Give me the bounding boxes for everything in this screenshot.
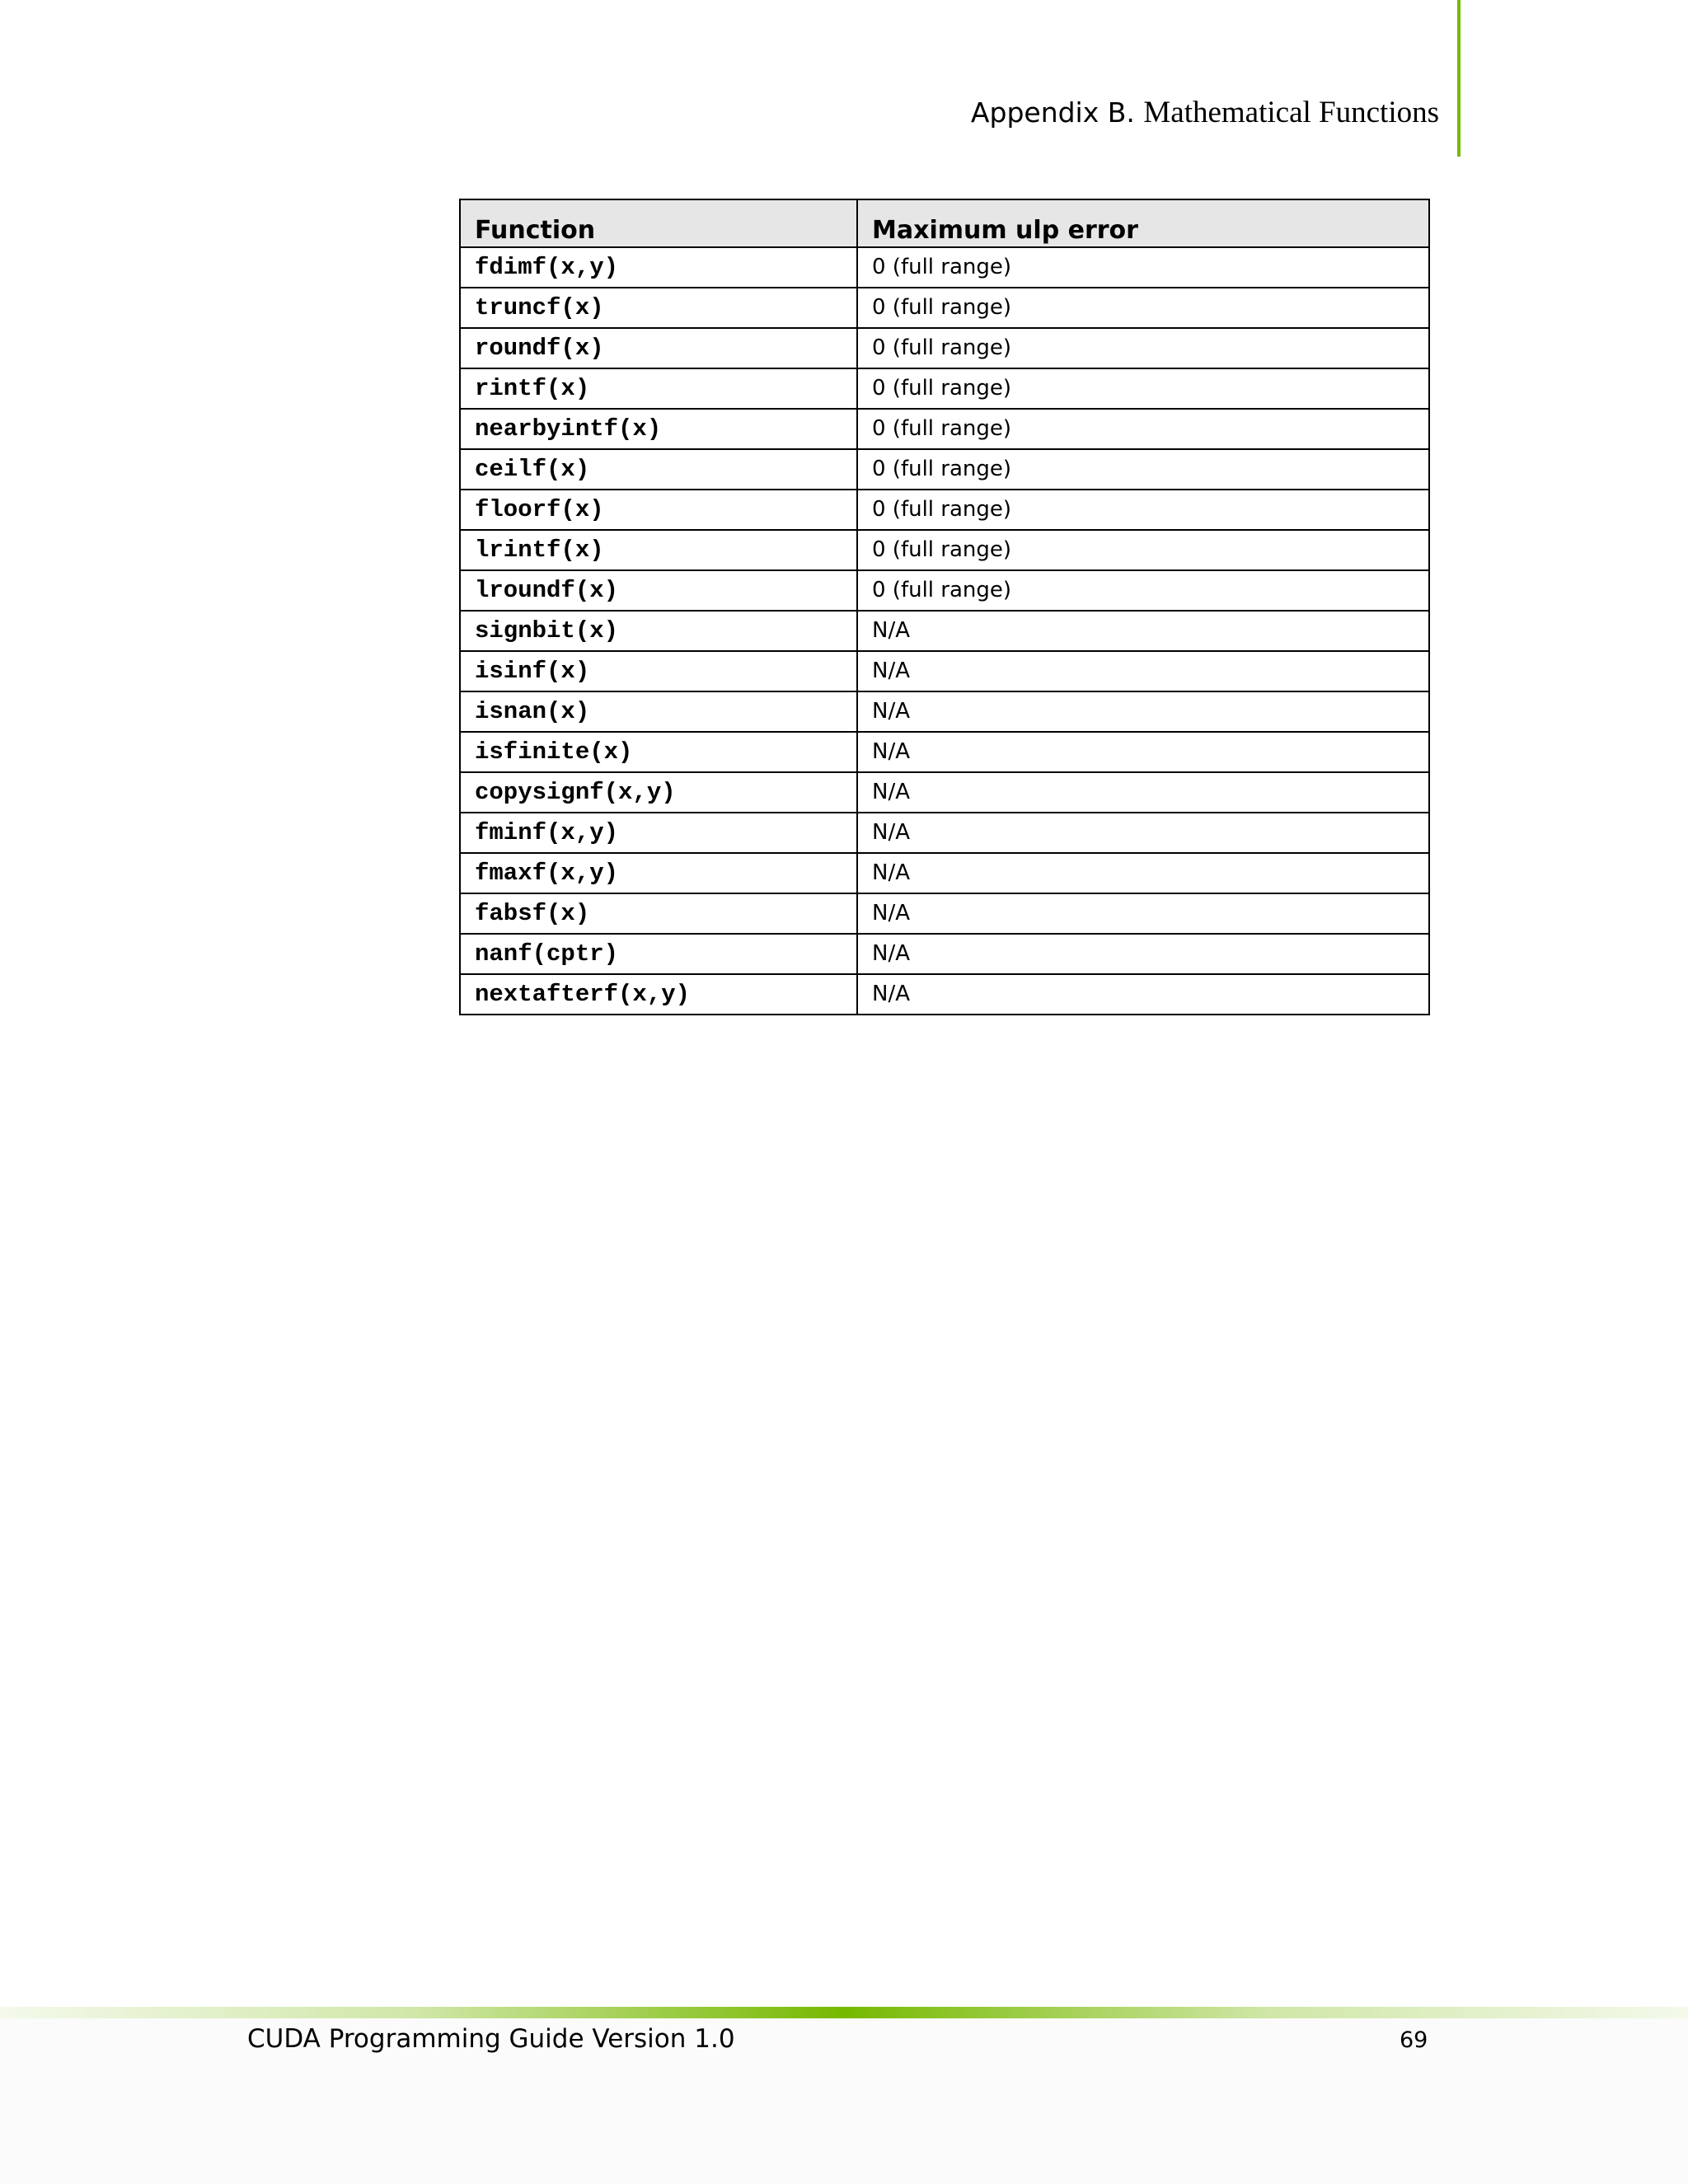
function-cell: fdimf(x,y) (460, 247, 857, 288)
table-row (460, 772, 1429, 813)
max-ulp-error-cell: N/A (857, 611, 1429, 651)
function-cell: fmaxf(x,y) (460, 853, 857, 893)
max-ulp-error-cell: 0 (full range) (857, 490, 1429, 530)
max-ulp-error-cell: 0 (full range) (857, 288, 1429, 328)
table-body (460, 247, 1429, 1015)
functions-table (459, 199, 1430, 1015)
max-ulp-error-cell: N/A (857, 893, 1429, 934)
max-ulp-error-cell: N/A (857, 934, 1429, 974)
table-header-row (460, 199, 1429, 247)
header-title: Mathematical Functions (1143, 96, 1439, 129)
table-row (460, 288, 1429, 328)
function-cell: copysignf(x,y) (460, 772, 857, 813)
footer-accent-bar (0, 2007, 1688, 2018)
function-cell: floorf(x) (460, 490, 857, 530)
table-row (460, 691, 1429, 732)
header-accent-rule (1457, 0, 1461, 157)
header-prefix: Appendix B. (970, 96, 1135, 129)
table-row (460, 328, 1429, 368)
column-header-function: Function (460, 199, 857, 247)
function-cell: isinf(x) (460, 651, 857, 691)
footer-page-number: 69 (1400, 2027, 1428, 2053)
function-cell: fabsf(x) (460, 893, 857, 934)
function-cell: rintf(x) (460, 368, 857, 409)
table-row (460, 611, 1429, 651)
table-row (460, 974, 1429, 1015)
column-header-max-ulp-error: Maximum ulp error (857, 199, 1429, 247)
function-cell: isnan(x) (460, 691, 857, 732)
function-cell: lroundf(x) (460, 570, 857, 611)
max-ulp-error-cell: 0 (full range) (857, 530, 1429, 570)
table-row (460, 813, 1429, 853)
max-ulp-error-cell: 0 (full range) (857, 449, 1429, 490)
function-cell: ceilf(x) (460, 449, 857, 490)
max-ulp-error-cell: N/A (857, 813, 1429, 853)
max-ulp-error-cell: 0 (full range) (857, 409, 1429, 449)
max-ulp-error-cell: N/A (857, 772, 1429, 813)
max-ulp-error-cell: 0 (full range) (857, 570, 1429, 611)
function-cell: nearbyintf(x) (460, 409, 857, 449)
function-cell: signbit(x) (460, 611, 857, 651)
max-ulp-error-cell: 0 (full range) (857, 328, 1429, 368)
table-row (460, 449, 1429, 490)
table-row (460, 853, 1429, 893)
table-row (460, 934, 1429, 974)
table-row (460, 732, 1429, 772)
table-row (460, 651, 1429, 691)
max-ulp-error-cell: N/A (857, 651, 1429, 691)
table-row (460, 570, 1429, 611)
function-cell: nanf(cptr) (460, 934, 857, 974)
max-ulp-error-cell: N/A (857, 853, 1429, 893)
max-ulp-error-cell: 0 (full range) (857, 368, 1429, 409)
function-cell: roundf(x) (460, 328, 857, 368)
table-row (460, 368, 1429, 409)
table-row (460, 247, 1429, 288)
table-row (460, 893, 1429, 934)
function-cell: fminf(x,y) (460, 813, 857, 853)
function-cell: isfinite(x) (460, 732, 857, 772)
function-cell: lrintf(x) (460, 530, 857, 570)
max-ulp-error-cell: 0 (full range) (857, 247, 1429, 288)
function-cell: nextafterf(x,y) (460, 974, 857, 1015)
function-cell: truncf(x) (460, 288, 857, 328)
footer-doc-title: CUDA Programming Guide Version 1.0 (247, 2024, 735, 2054)
functions-table-wrap (459, 199, 1428, 1015)
max-ulp-error-cell: N/A (857, 691, 1429, 732)
running-header (971, 95, 1439, 130)
max-ulp-error-cell: N/A (857, 974, 1429, 1015)
table-row (460, 530, 1429, 570)
table-row (460, 490, 1429, 530)
max-ulp-error-cell: N/A (857, 732, 1429, 772)
table-row (460, 409, 1429, 449)
